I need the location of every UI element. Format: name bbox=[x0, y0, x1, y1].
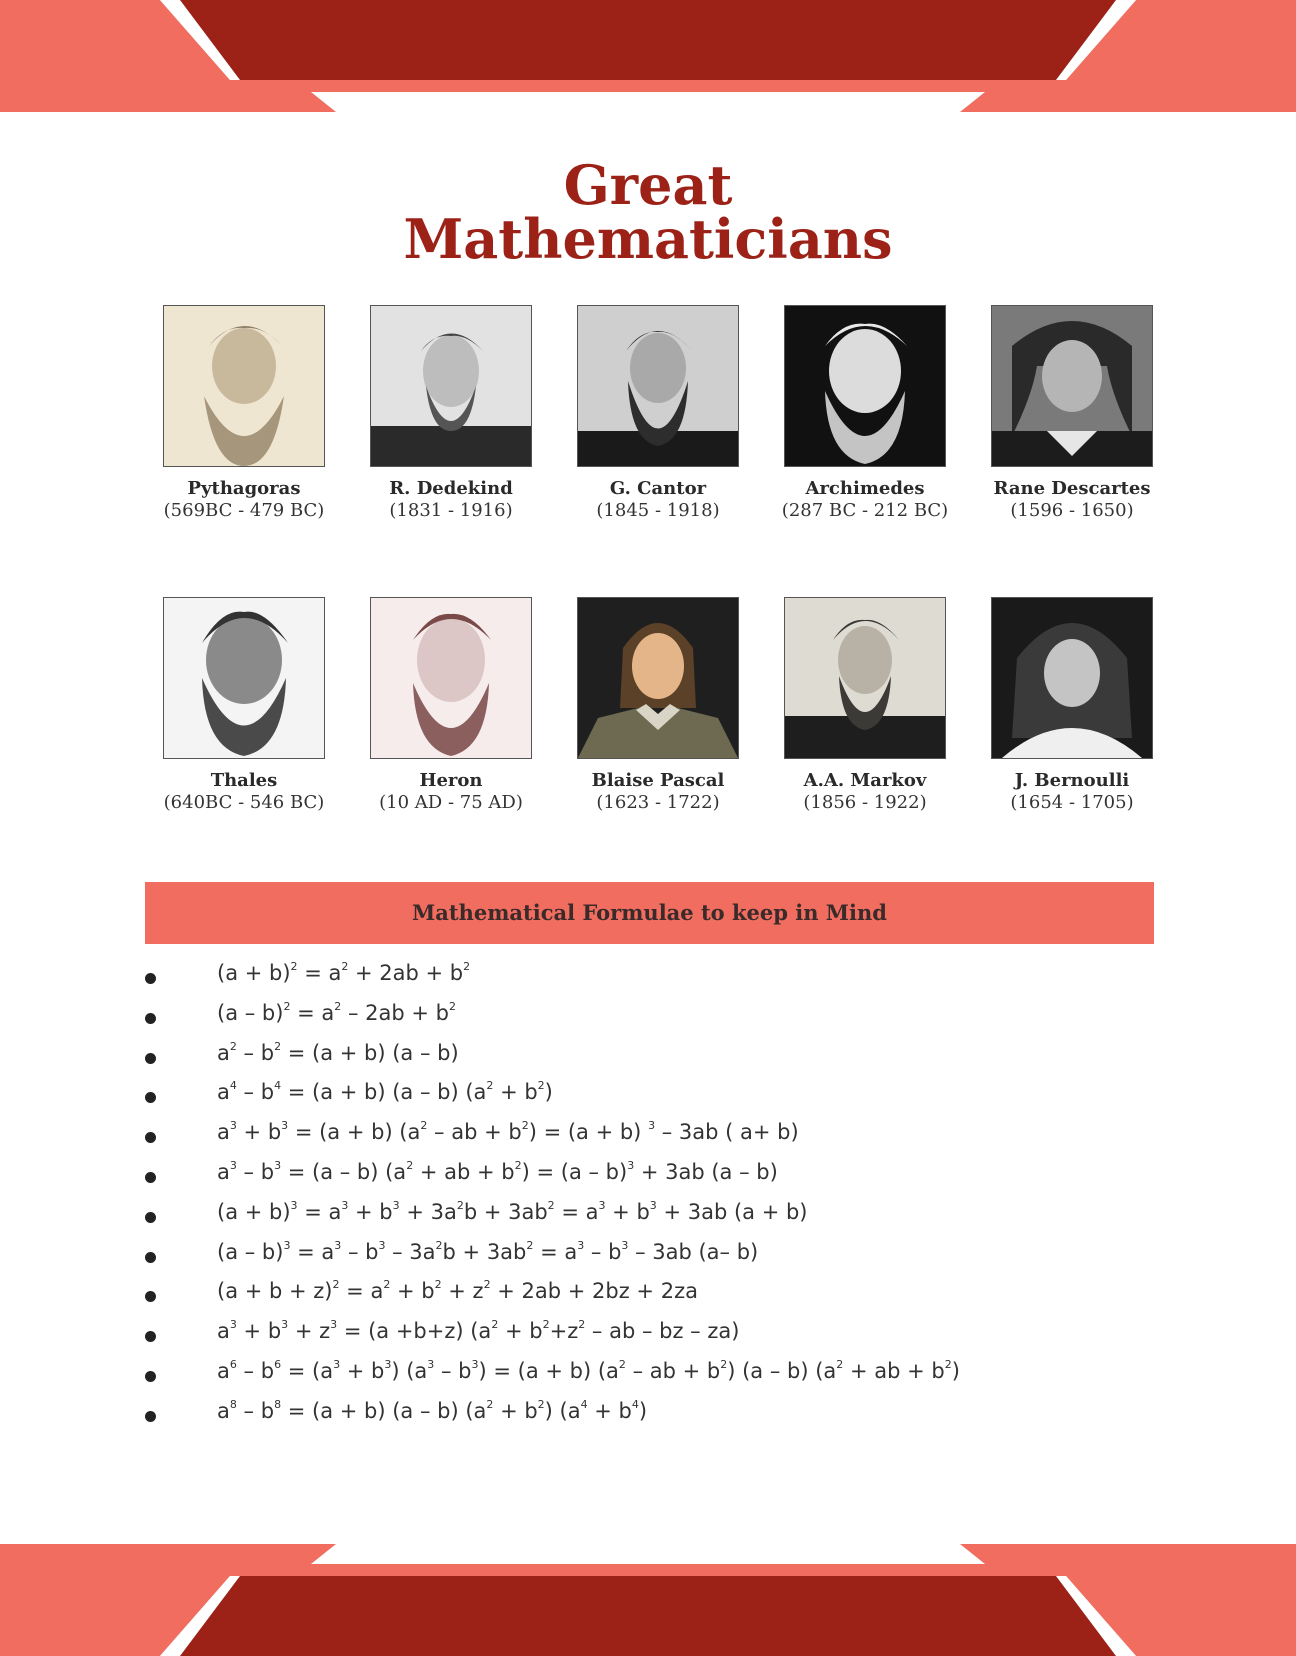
bullet-icon bbox=[145, 1252, 156, 1263]
formula-text: $(a - b)^3 = a^3 - b^3 - 3a^2b + 3ab^2 = a^3 - b^3 - 3ab$ (a– b) bbox=[217, 1238, 759, 1264]
mathematician-card bbox=[140, 597, 348, 814]
mathematician-name: Archimedes bbox=[805, 478, 925, 499]
formula-text: $(a + b)^2 = a^2 + 2ab + b^2$ bbox=[217, 960, 471, 985]
mathematician-card bbox=[968, 597, 1176, 814]
formula-item bbox=[145, 1074, 1155, 1114]
portrait-image bbox=[784, 597, 946, 759]
mathematician-name: Thales bbox=[210, 770, 278, 791]
bullet-icon bbox=[145, 1331, 156, 1342]
mathematician-dates: (1831 - 1916) bbox=[389, 500, 513, 521]
title-line-2: Mathematicians bbox=[403, 207, 893, 271]
mathematician-dates: (10 AD - 75 AD) bbox=[379, 792, 523, 813]
formula-item bbox=[145, 1353, 1155, 1393]
formulae-heading: Mathematical Formulae to keep in Mind bbox=[145, 882, 1154, 944]
portrait-image bbox=[163, 597, 325, 759]
formula-text: $(a - b)^2 = a^2 - 2ab + b^2$ bbox=[217, 999, 456, 1025]
mathematician-name: A.A. Markov bbox=[803, 770, 927, 791]
mathematician-card bbox=[554, 597, 762, 814]
mathematician-card bbox=[761, 305, 969, 522]
title-line-1: Great bbox=[563, 153, 733, 217]
bullet-icon bbox=[145, 1371, 156, 1382]
mathematician-card bbox=[347, 305, 555, 522]
formula-item bbox=[145, 1273, 1155, 1313]
bullet-icon bbox=[145, 1013, 156, 1024]
page-title bbox=[0, 153, 1296, 271]
bullet-icon bbox=[145, 1411, 156, 1422]
portrait-image bbox=[163, 305, 325, 467]
mathematician-name: R. Dedekind bbox=[389, 478, 513, 499]
bullet-icon bbox=[145, 973, 156, 984]
formula-text: $a^3 + b^3 = (a + b)$ ($a^2$ – ab + $b^2) = (a + b)$ $^3$ – 3ab ( a+ b) bbox=[217, 1119, 799, 1145]
mathematician-dates: (1654 - 1705) bbox=[1010, 792, 1134, 813]
mathematician-card bbox=[554, 305, 762, 522]
formula-text: $a^6 - b^6 = (a^3 + b^3)$ $(a^3 - b^3) = (a + b)$ ($a^2$ – ab + $b^2$) (a – b) ($a^2$ + ab + $b^2$) bbox=[217, 1357, 960, 1383]
bullet-icon bbox=[145, 1212, 156, 1223]
mathematician-dates: (640BC - 546 BC) bbox=[163, 792, 325, 813]
mathematician-dates: (569BC - 479 BC) bbox=[163, 500, 325, 521]
bullet-icon bbox=[145, 1092, 156, 1103]
bottom-decorative-band bbox=[0, 1541, 1296, 1656]
mathematician-dates: (287 BC - 212 BC) bbox=[781, 500, 949, 521]
mathematician-name: Heron bbox=[419, 770, 483, 791]
formula-item bbox=[145, 955, 1155, 995]
formula-text: $a^3 - b^3 = (a - b) (a^2$ + ab + $b^2) = (a - b)^3 + 3ab$ (a – b) bbox=[217, 1158, 778, 1184]
portrait-image bbox=[370, 305, 532, 467]
formula-text: $a^2 - b^2 = (a + b)$ (a – b) bbox=[217, 1039, 459, 1065]
formula-item bbox=[145, 1313, 1155, 1353]
formula-item bbox=[145, 995, 1155, 1035]
formula-item bbox=[145, 1154, 1155, 1194]
portrait-image bbox=[577, 597, 739, 759]
mathematician-dates: (1623 - 1722) bbox=[596, 792, 720, 813]
mathematician-name: Blaise Pascal bbox=[591, 770, 725, 791]
portrait-image bbox=[991, 305, 1153, 467]
formula-text: $a^4 - b^4 = (a + b)$ (a – b) $(a^2 + b^2)$ bbox=[217, 1079, 553, 1105]
mathematician-name: G. Cantor bbox=[609, 478, 707, 499]
mathematician-name: Rane Descartes bbox=[993, 478, 1151, 499]
formula-text: $(a + b)^3 = a^3 + b^3 + 3a^2b + 3ab^2 = a^3 + b^3 + 3ab$ (a + b) bbox=[217, 1198, 808, 1224]
portrait-image bbox=[784, 305, 946, 467]
formula-text: $a^3 + b^3 + z^3 = (a +b+z) (a^2 + b^2+z^2$ – ab – bz – za) bbox=[217, 1318, 740, 1344]
bullet-icon bbox=[145, 1172, 156, 1183]
mathematician-dates: (1856 - 1922) bbox=[803, 792, 927, 813]
formula-item bbox=[145, 1393, 1155, 1433]
formula-text: $a^8 - b^8 = (a + b)$ (a – b) $(a^2 + b^2) (a^4 + b^4)$ bbox=[217, 1397, 648, 1423]
formula-item bbox=[145, 1194, 1155, 1234]
bullet-icon bbox=[145, 1291, 156, 1302]
formulae-list bbox=[145, 955, 1155, 1433]
mathematician-dates: (1845 - 1918) bbox=[596, 500, 720, 521]
portrait-image bbox=[370, 597, 532, 759]
mathematician-card bbox=[761, 597, 969, 814]
mathematician-name: J. Bernoulli bbox=[1014, 770, 1130, 791]
bullet-icon bbox=[145, 1132, 156, 1143]
bullet-icon bbox=[145, 1053, 156, 1064]
mathematician-card bbox=[140, 305, 348, 522]
formula-text: $(a + b + z)^2 = a^2 + b^2 + z^2 + 2ab + 2bz + 2za$ bbox=[217, 1278, 698, 1304]
mathematician-dates: (1596 - 1650) bbox=[1010, 500, 1134, 521]
top-decorative-band bbox=[0, 0, 1296, 115]
formula-item bbox=[145, 1114, 1155, 1154]
formula-item bbox=[145, 1035, 1155, 1075]
formula-item bbox=[145, 1234, 1155, 1274]
mathematician-card bbox=[968, 305, 1176, 522]
mathematician-name: Pythagoras bbox=[187, 478, 301, 499]
mathematician-card bbox=[347, 597, 555, 814]
portrait-image bbox=[991, 597, 1153, 759]
portrait-image bbox=[577, 305, 739, 467]
